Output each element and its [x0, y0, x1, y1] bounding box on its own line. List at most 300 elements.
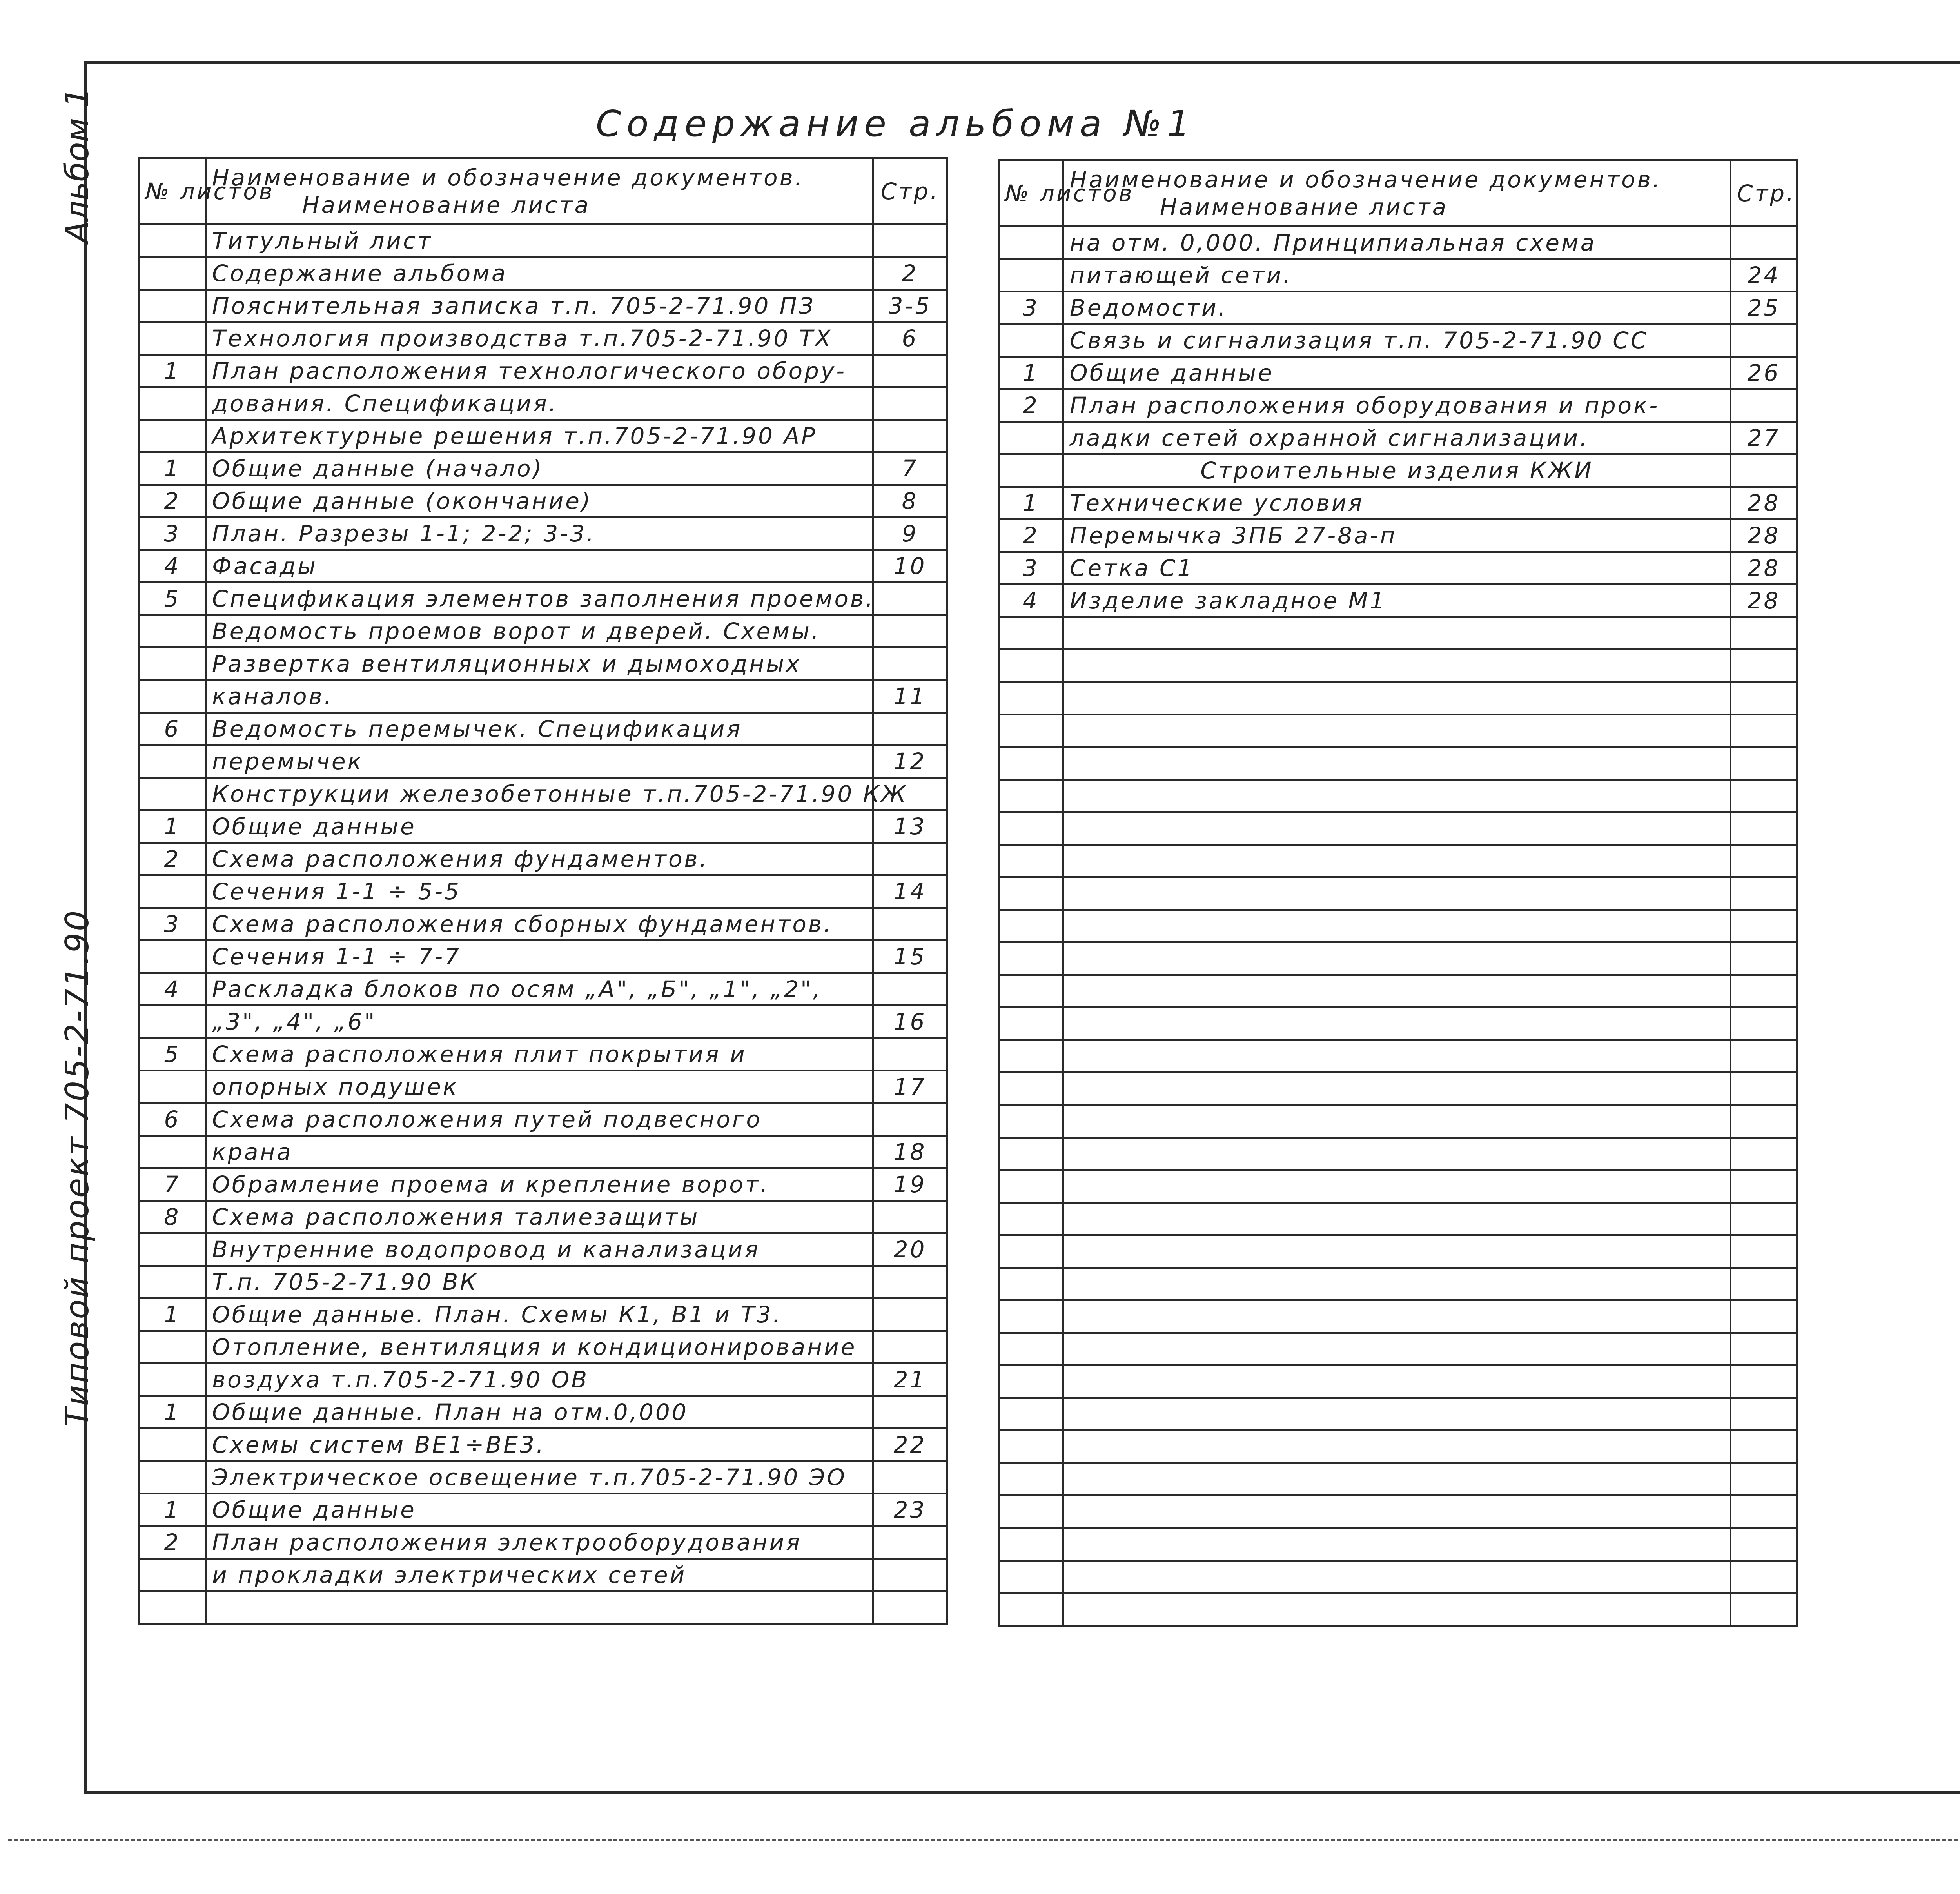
sheet-num-cell [139, 648, 206, 680]
doc-name-cell: Схема расположения фундаментов. [206, 843, 873, 875]
page-cell [1731, 1333, 1797, 1366]
page-cell [1731, 812, 1797, 845]
doc-name-cell: Т.п. 705-2-71.90 ВК [206, 1266, 873, 1298]
table-row [139, 1038, 947, 1071]
table-row [139, 680, 947, 713]
page-cell [1731, 1593, 1797, 1626]
sheet-num-cell [999, 1496, 1063, 1528]
page-cell: 10 [873, 550, 947, 583]
sheet-num-cell: 1 [139, 1298, 206, 1331]
doc-name-cell: Фасады [206, 550, 873, 583]
doc-name-cell: Сечения 1-1 ÷ 5-5 [206, 875, 873, 908]
table-row [139, 1266, 947, 1298]
page-cell [1731, 1431, 1797, 1463]
page-cell [873, 1526, 947, 1559]
page-cell: 20 [873, 1233, 947, 1266]
doc-name-cell [1063, 1561, 1731, 1593]
table-row [139, 1559, 947, 1591]
sheet-num-cell: 2 [139, 1526, 206, 1559]
table-row [999, 487, 1797, 519]
table-row [999, 1398, 1797, 1431]
sheet-num-cell [999, 877, 1063, 910]
sheet-num-cell [999, 1528, 1063, 1561]
page-cell: 19 [873, 1168, 947, 1201]
sheet-num-cell [999, 682, 1063, 715]
table-row [139, 810, 947, 843]
page-cell [1731, 650, 1797, 682]
table-row [999, 1300, 1797, 1333]
table-row [139, 1233, 947, 1266]
doc-name-cell: Схема расположения сборных фундаментов. [206, 908, 873, 941]
table-row [139, 583, 947, 615]
page-cell [1731, 715, 1797, 747]
page-cell: 3-5 [873, 290, 947, 322]
table-row [999, 1008, 1797, 1040]
table-row [999, 422, 1797, 454]
table-row [999, 454, 1797, 487]
doc-name-cell: Общие данные (начало) [206, 452, 873, 485]
sheet-num-cell: 4 [139, 973, 206, 1006]
table-row [139, 257, 947, 290]
table-row [999, 942, 1797, 975]
contents-table-left [138, 157, 948, 1625]
cut-line [8, 1839, 1960, 1841]
sheet-num-cell: 4 [139, 550, 206, 583]
sheet-num-cell [999, 324, 1063, 357]
sheet-num-cell [139, 778, 206, 810]
sheet-num-cell: 7 [139, 1168, 206, 1201]
doc-name-cell: Технические условия [1063, 487, 1731, 519]
table-row [999, 1203, 1797, 1235]
page-cell [873, 1038, 947, 1071]
sheet-num-cell [999, 1203, 1063, 1235]
table-row [999, 1333, 1797, 1366]
page-cell [1731, 324, 1797, 357]
table-row [139, 875, 947, 908]
sheet-num-cell [139, 387, 206, 420]
doc-name-cell [1063, 942, 1731, 975]
doc-name-cell: дования. Спецификация. [206, 387, 873, 420]
page-cell [873, 843, 947, 875]
doc-name-cell: План расположения электрооборудования [206, 1526, 873, 1559]
sheet-num-cell [999, 1398, 1063, 1431]
doc-name-cell [1063, 877, 1731, 910]
doc-name-cell: Обрамление проема и крепление ворот. [206, 1168, 873, 1201]
doc-name-cell [206, 1591, 873, 1624]
page-cell: 9 [873, 518, 947, 550]
sheet-num-cell [999, 845, 1063, 877]
table-row [999, 910, 1797, 942]
page-cell [1731, 877, 1797, 910]
page-cell [873, 648, 947, 680]
page-cell [1731, 1008, 1797, 1040]
header-sheet-num: № листов [999, 160, 1063, 227]
table-row [139, 1168, 947, 1201]
table-row [139, 1103, 947, 1136]
page-cell: 21 [873, 1364, 947, 1396]
sheet-num-cell [999, 1561, 1063, 1593]
header-doc-name [206, 158, 873, 225]
sheet-num-cell [999, 1593, 1063, 1626]
page-cell [1731, 1463, 1797, 1496]
header-page: Стр. [1731, 160, 1797, 227]
table-row [139, 1201, 947, 1233]
doc-name-cell: Общие данные. План. Схемы К1, В1 и Т3. [206, 1298, 873, 1331]
doc-name-cell: Общие данные [1063, 357, 1731, 389]
doc-name-cell: крана [206, 1136, 873, 1168]
page-cell [873, 583, 947, 615]
table-row [999, 747, 1797, 780]
doc-name-cell [1063, 1235, 1731, 1268]
sheet-num-cell: 1 [139, 355, 206, 387]
doc-name-cell: Сечения 1-1 ÷ 7-7 [206, 941, 873, 973]
table-row [139, 1429, 947, 1461]
sheet-num-cell: 1 [139, 452, 206, 485]
doc-name-cell: Общие данные. План на отм.0,000 [206, 1396, 873, 1429]
doc-name-cell [1063, 1528, 1731, 1561]
table-row [999, 1170, 1797, 1203]
doc-name-cell: Ведомости. [1063, 292, 1731, 324]
page-cell [1731, 682, 1797, 715]
page-cell [873, 355, 947, 387]
sheet-num-cell [139, 420, 206, 452]
sheet-num-cell: 6 [139, 1103, 206, 1136]
table-row [999, 389, 1797, 422]
doc-name-cell [1063, 1593, 1731, 1626]
doc-name-cell: Схемы систем ВЕ1÷ВЕ3. [206, 1429, 873, 1461]
page-cell [873, 1298, 947, 1331]
page-cell [873, 908, 947, 941]
doc-name-cell [1063, 715, 1731, 747]
page-cell: 28 [1731, 519, 1797, 552]
page-cell [873, 387, 947, 420]
doc-name-cell: Строительные изделия КЖИ [1063, 454, 1731, 487]
sheet-num-cell [139, 745, 206, 778]
sheet-num-cell [999, 975, 1063, 1008]
page-cell [1731, 1300, 1797, 1333]
page-cell [873, 615, 947, 648]
table-row [999, 650, 1797, 682]
doc-name-cell: Спецификация элементов заполнения проемов. [206, 583, 873, 615]
sheet-num-cell [999, 617, 1063, 650]
doc-name-cell [1063, 1105, 1731, 1138]
sheet-num-cell [139, 1364, 206, 1396]
sheet-num-cell [999, 747, 1063, 780]
sheet-num-cell [139, 615, 206, 648]
table-header-row [139, 158, 947, 225]
sheet-num-cell [999, 227, 1063, 259]
doc-name-cell [1063, 1170, 1731, 1203]
doc-name-cell: План расположения технологического обору- [206, 355, 873, 387]
doc-name-cell: каналов. [206, 680, 873, 713]
sheet-num-cell: 8 [139, 1201, 206, 1233]
table-row [999, 585, 1797, 617]
sheet-num-cell [139, 1006, 206, 1038]
table-row [999, 1561, 1797, 1593]
doc-name-cell: План расположения оборудования и прок- [1063, 389, 1731, 422]
page-cell: 22 [873, 1429, 947, 1461]
sheet-num-cell [999, 1138, 1063, 1170]
table-row [999, 1138, 1797, 1170]
sheet-num-cell: 1 [999, 357, 1063, 389]
table-body-right [999, 227, 1797, 1626]
sheet-num-cell: 6 [139, 713, 206, 745]
header-doc-name-line2: Наименование листа [302, 191, 591, 218]
table-row [999, 519, 1797, 552]
table-row [139, 713, 947, 745]
page-cell [1731, 1170, 1797, 1203]
page-cell [1731, 1366, 1797, 1398]
doc-name-cell [1063, 1268, 1731, 1300]
sheet-num-cell [999, 910, 1063, 942]
page-cell [873, 1331, 947, 1364]
page-cell [1731, 1561, 1797, 1593]
doc-name-cell: Внутренние водопровод и канализация [206, 1233, 873, 1266]
doc-name-cell [1063, 1300, 1731, 1333]
sheet-num-cell [999, 454, 1063, 487]
sheet-num-cell [999, 1073, 1063, 1105]
sheet-num-cell: 4 [999, 585, 1063, 617]
table-row [139, 225, 947, 257]
sheet-num-cell: 5 [139, 583, 206, 615]
doc-name-cell: Связь и сигнализация т.п. 705-2-71.90 СС [1063, 324, 1731, 357]
doc-name-cell: Схема расположения путей подвесного [206, 1103, 873, 1136]
sheet-num-cell [139, 875, 206, 908]
table-row [139, 615, 947, 648]
doc-name-cell [1063, 1463, 1731, 1496]
page-cell: 7 [873, 452, 947, 485]
doc-name-cell: Архитектурные решения т.п.705-2-71.90 АР [206, 420, 873, 452]
sheet-num-cell [999, 650, 1063, 682]
page-title: Содержание альбома №1 [596, 103, 1196, 145]
table-row [139, 1331, 947, 1364]
sheet-num-cell [139, 1591, 206, 1624]
page-cell: 27 [1731, 422, 1797, 454]
page-cell: 11 [873, 680, 947, 713]
page-cell [1731, 389, 1797, 422]
doc-name-cell [1063, 1138, 1731, 1170]
table-row [999, 682, 1797, 715]
page-cell [873, 1266, 947, 1298]
page-cell: 25 [1731, 292, 1797, 324]
page-cell: 12 [873, 745, 947, 778]
sheet-num-cell [999, 259, 1063, 292]
header-doc-name [1063, 160, 1731, 227]
table-row [139, 745, 947, 778]
table-header-row [999, 160, 1797, 227]
doc-name-cell: Изделие закладное М1 [1063, 585, 1731, 617]
page-cell: 2 [873, 257, 947, 290]
sheet-num-cell [999, 1105, 1063, 1138]
doc-name-cell: Титульный лист [206, 225, 873, 257]
sheet-num-cell [139, 1559, 206, 1591]
page-cell [1731, 1528, 1797, 1561]
table-row [139, 941, 947, 973]
page-cell [1731, 1105, 1797, 1138]
sheet-num-cell [999, 1300, 1063, 1333]
doc-name-cell [1063, 1203, 1731, 1235]
table-row [999, 1463, 1797, 1496]
table-row [139, 1526, 947, 1559]
doc-name-cell: на отм. 0,000. Принципиальная схема [1063, 227, 1731, 259]
sheet-num-cell [139, 257, 206, 290]
table-row [139, 518, 947, 550]
page-cell [1731, 1040, 1797, 1073]
sheet-num-cell [999, 1333, 1063, 1366]
sheet-num-cell: 3 [139, 908, 206, 941]
doc-name-cell: Ведомость проемов ворот и дверей. Схемы. [206, 615, 873, 648]
sheet-num-cell [999, 1463, 1063, 1496]
sheet-num-cell: 2 [139, 843, 206, 875]
table-row [999, 1528, 1797, 1561]
table-row [999, 845, 1797, 877]
doc-name-cell [1063, 780, 1731, 812]
table-row [999, 227, 1797, 259]
doc-name-cell: Раскладка блоков по осям „А", „Б", „1", „2", [206, 973, 873, 1006]
table-row [999, 877, 1797, 910]
doc-name-cell: Отопление, вентиляция и кондиционирование [206, 1331, 873, 1364]
sheet-num-cell [999, 422, 1063, 454]
page-cell [1731, 975, 1797, 1008]
table-row [139, 778, 947, 810]
page-cell [1731, 910, 1797, 942]
table-row [139, 1364, 947, 1396]
page-cell: 26 [1731, 357, 1797, 389]
header-doc-name-line2: Наименование листа [1160, 193, 1448, 220]
table-row [139, 1006, 947, 1038]
doc-name-cell: перемычек [206, 745, 873, 778]
sheet-num-cell [999, 942, 1063, 975]
sheet-num-cell [139, 1331, 206, 1364]
sheet-num-cell [999, 1235, 1063, 1268]
page-cell [873, 1103, 947, 1136]
page-cell [873, 973, 947, 1006]
sheet-num-cell [139, 1429, 206, 1461]
table-row [999, 812, 1797, 845]
sheet-num-cell: 1 [139, 810, 206, 843]
sheet-num-cell [139, 1233, 206, 1266]
page-cell [873, 225, 947, 257]
doc-name-cell: Электрическое освещение т.п.705-2-71.90 ЭО [206, 1461, 873, 1494]
page-cell [1731, 845, 1797, 877]
table-row [139, 322, 947, 355]
table-row [999, 324, 1797, 357]
table-row [139, 1298, 947, 1331]
table-row [999, 975, 1797, 1008]
sheet-num-cell [999, 1268, 1063, 1300]
table-row [999, 552, 1797, 585]
page-cell [1731, 942, 1797, 975]
doc-name-cell [1063, 845, 1731, 877]
doc-name-cell: и прокладки электрических сетей [206, 1559, 873, 1591]
page-cell: 6 [873, 322, 947, 355]
sheet-num-cell [139, 1461, 206, 1494]
doc-name-cell [1063, 1333, 1731, 1366]
doc-name-cell [1063, 812, 1731, 845]
table-row [139, 420, 947, 452]
page-cell [1731, 1398, 1797, 1431]
table-row [139, 1396, 947, 1429]
sheet-num-cell [139, 941, 206, 973]
table-row [139, 1136, 947, 1168]
sheet-num-cell: 2 [139, 485, 206, 518]
header-doc-name-line1: Наименование и обозначение документов. [1070, 166, 1662, 193]
table-row [139, 973, 947, 1006]
doc-name-cell [1063, 1431, 1731, 1463]
table-row [999, 1268, 1797, 1300]
sheet-num-cell [999, 1431, 1063, 1463]
table-row [999, 357, 1797, 389]
table-body-left [139, 225, 947, 1624]
sheet-num-cell: 2 [999, 519, 1063, 552]
page-cell [1731, 617, 1797, 650]
doc-name-cell: Содержание альбома [206, 257, 873, 290]
page-cell: 18 [873, 1136, 947, 1168]
page-cell [1731, 1073, 1797, 1105]
sheet-num-cell [139, 1071, 206, 1103]
table-row [139, 648, 947, 680]
table-row [139, 550, 947, 583]
table-row [999, 780, 1797, 812]
doc-name-cell [1063, 975, 1731, 1008]
page-cell [873, 1559, 947, 1591]
table-row [999, 1073, 1797, 1105]
side-label-project: Типовой проект 705-2-71.90 [59, 909, 96, 1427]
sheet-num-cell [999, 1170, 1063, 1203]
sheet-num-cell: 3 [999, 292, 1063, 324]
sheet-num-cell: 3 [139, 518, 206, 550]
page-cell [1731, 1203, 1797, 1235]
table-row [139, 1591, 947, 1624]
table-row [139, 843, 947, 875]
sheet-num-cell: 2 [999, 389, 1063, 422]
doc-name-cell [1063, 747, 1731, 780]
sheet-num-cell [139, 322, 206, 355]
page-cell [873, 1591, 947, 1624]
sheet-num-cell: 1 [139, 1494, 206, 1526]
page-cell [1731, 1496, 1797, 1528]
doc-name-cell: Схема расположения талиезащиты [206, 1201, 873, 1233]
doc-name-cell: Развертка вентиляционных и дымоходных [206, 648, 873, 680]
table-row [139, 1494, 947, 1526]
page-cell [873, 1396, 947, 1429]
table-row [139, 1461, 947, 1494]
page-cell [1731, 227, 1797, 259]
header-page: Стр. [873, 158, 947, 225]
page-cell [873, 713, 947, 745]
sheet-num-cell [999, 1366, 1063, 1398]
sheet-num-cell [139, 1266, 206, 1298]
sheet-num-cell [139, 1136, 206, 1168]
page-cell: 14 [873, 875, 947, 908]
doc-name-cell [1063, 1398, 1731, 1431]
table-row [999, 1593, 1797, 1626]
page-cell: 28 [1731, 585, 1797, 617]
page-cell: 13 [873, 810, 947, 843]
sheet-num-cell [999, 715, 1063, 747]
page-cell: 17 [873, 1071, 947, 1103]
doc-name-cell [1063, 1008, 1731, 1040]
doc-name-cell [1063, 1496, 1731, 1528]
doc-name-cell: ладки сетей охранной сигнализации. [1063, 422, 1731, 454]
doc-name-cell [1063, 617, 1731, 650]
doc-name-cell [1063, 1366, 1731, 1398]
table-row [999, 1496, 1797, 1528]
page-cell [1731, 454, 1797, 487]
doc-name-cell [1063, 682, 1731, 715]
table-row [139, 387, 947, 420]
doc-name-cell: Общие данные [206, 1494, 873, 1526]
